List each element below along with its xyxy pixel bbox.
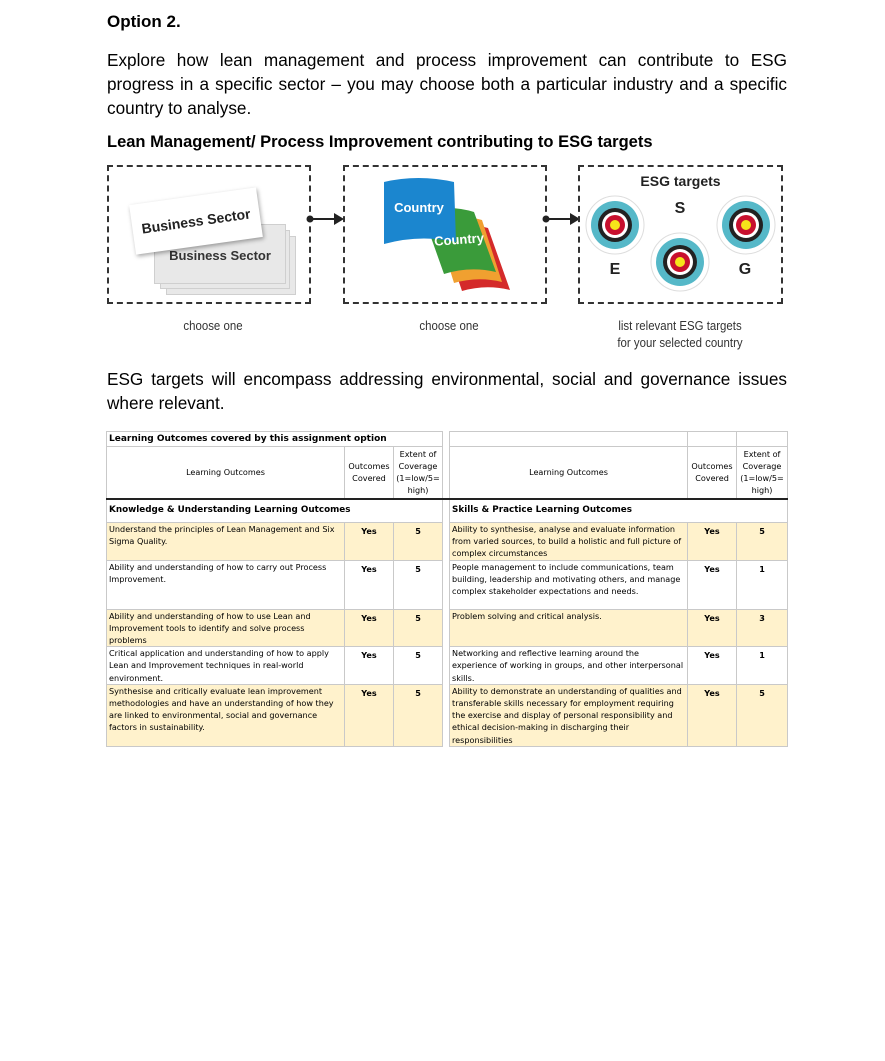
flag1-label: Country xyxy=(394,200,444,215)
left-header-extent: Extent of Coverage (1=low/5= high) xyxy=(394,447,443,499)
intro-paragraph: Explore how lean management and process improvement can contribute to ESG progress in a specific sector – you may choose both a particular industry and a specific country to analyse. xyxy=(107,50,787,118)
figure-title: Lean Management/ Process Improvement contributing to ESG targets xyxy=(107,133,653,151)
right-outcome: Ability to demonstrate an understanding of qualities and transferable skills necessary for employment requiring the exercise and display of personal responsibility and ethical decision-making in discharging their responsibilities xyxy=(450,684,688,746)
left-outcome: Understand the principles of Lean Management and Six Sigma Quality. xyxy=(107,523,345,561)
left-outcome: Synthesise and critically evaluate lean improvement methodologies and have an understanding of how they are linked to environmental, social and governance factors in sustainability. xyxy=(107,684,345,746)
right-covered: Yes xyxy=(688,684,737,746)
flag2-label: Country xyxy=(433,230,485,249)
table-row xyxy=(107,609,788,647)
targets-icon xyxy=(585,193,780,293)
table-row xyxy=(107,523,788,561)
right-header-covered: Outcomes Covered xyxy=(688,447,737,499)
right-outcome: People management to include communications, team building, leadership and motivating others, and manage complex stakeholder expectations and needs. xyxy=(450,560,688,609)
table-row xyxy=(107,560,788,609)
left-outcome: Critical application and understanding of how to apply Lean and Improvement techniques in real-world environment. xyxy=(107,647,345,685)
box3-caption-line2: for your selected country xyxy=(617,335,743,350)
left-section-header: Knowledge & Understanding Learning Outcomes xyxy=(107,499,443,523)
left-covered: Yes xyxy=(345,609,394,647)
box3-caption-line1: list relevant ESG targets xyxy=(618,318,742,333)
right-outcome: Problem solving and critical analysis. xyxy=(450,609,688,647)
right-header-extent: Extent of Coverage (1=low/5= high) xyxy=(737,447,788,499)
target-icon xyxy=(717,196,775,254)
learning-outcomes-table xyxy=(106,431,788,747)
right-covered: Yes xyxy=(688,523,737,561)
arrow-right-icon xyxy=(306,210,348,228)
table-title-row xyxy=(107,432,788,447)
left-outcome: Ability and understanding of how to carry out Process Improvement. xyxy=(107,560,345,609)
right-extent: 3 xyxy=(737,609,788,647)
left-covered: Yes xyxy=(345,560,394,609)
right-extent: 1 xyxy=(737,560,788,609)
right-header-outcomes: Learning Outcomes xyxy=(450,447,688,499)
right-outcome: Networking and reflective learning around the experience of working in groups, and other interpersonal skills. xyxy=(450,647,688,685)
sector-card-back-label: Business Sector xyxy=(169,248,271,263)
sector-card-front-label: Business Sector xyxy=(140,205,252,237)
right-covered: Yes xyxy=(688,647,737,685)
left-extent: 5 xyxy=(394,684,443,746)
box1-caption: choose one xyxy=(183,318,243,333)
left-covered: Yes xyxy=(345,647,394,685)
right-covered: Yes xyxy=(688,609,737,647)
table-title: Learning Outcomes covered by this assignment option xyxy=(107,432,443,447)
right-extent: 5 xyxy=(737,684,788,746)
option-heading: Option 2. xyxy=(107,12,181,31)
left-header-covered: Outcomes Covered xyxy=(345,447,394,499)
right-section-header: Skills & Practice Learning Outcomes xyxy=(450,499,788,523)
right-outcome: Ability to synthesise, analyse and evaluate information from varied sources, to build a holistic and full picture of complex circumstances xyxy=(450,523,688,561)
right-extent: 5 xyxy=(737,523,788,561)
target-icon xyxy=(586,196,644,254)
target-icon xyxy=(651,233,709,291)
left-extent: 5 xyxy=(394,609,443,647)
right-covered: Yes xyxy=(688,560,737,609)
label-e: E xyxy=(609,261,621,278)
left-extent: 5 xyxy=(394,560,443,609)
box3-caption xyxy=(601,317,759,351)
label-s: S xyxy=(674,200,686,217)
right-extent: 1 xyxy=(737,647,788,685)
left-header-outcomes: Learning Outcomes xyxy=(107,447,345,499)
section-header-row xyxy=(107,499,788,523)
left-covered: Yes xyxy=(345,684,394,746)
esg-paragraph: ESG targets will encompass addressing environmental, social and governance issues where relevant. xyxy=(107,369,787,413)
table-header-row xyxy=(107,447,788,499)
left-extent: 5 xyxy=(394,523,443,561)
left-covered: Yes xyxy=(345,523,394,561)
esg-targets-title: ESG targets xyxy=(640,173,721,189)
table-row xyxy=(107,647,788,685)
table-row xyxy=(107,684,788,746)
box2-caption: choose one xyxy=(419,318,479,333)
label-g: G xyxy=(738,261,752,278)
left-outcome: Ability and understanding of how to use Lean and Improvement tools to identify and solve process problems xyxy=(107,609,345,647)
left-extent: 5 xyxy=(394,647,443,685)
